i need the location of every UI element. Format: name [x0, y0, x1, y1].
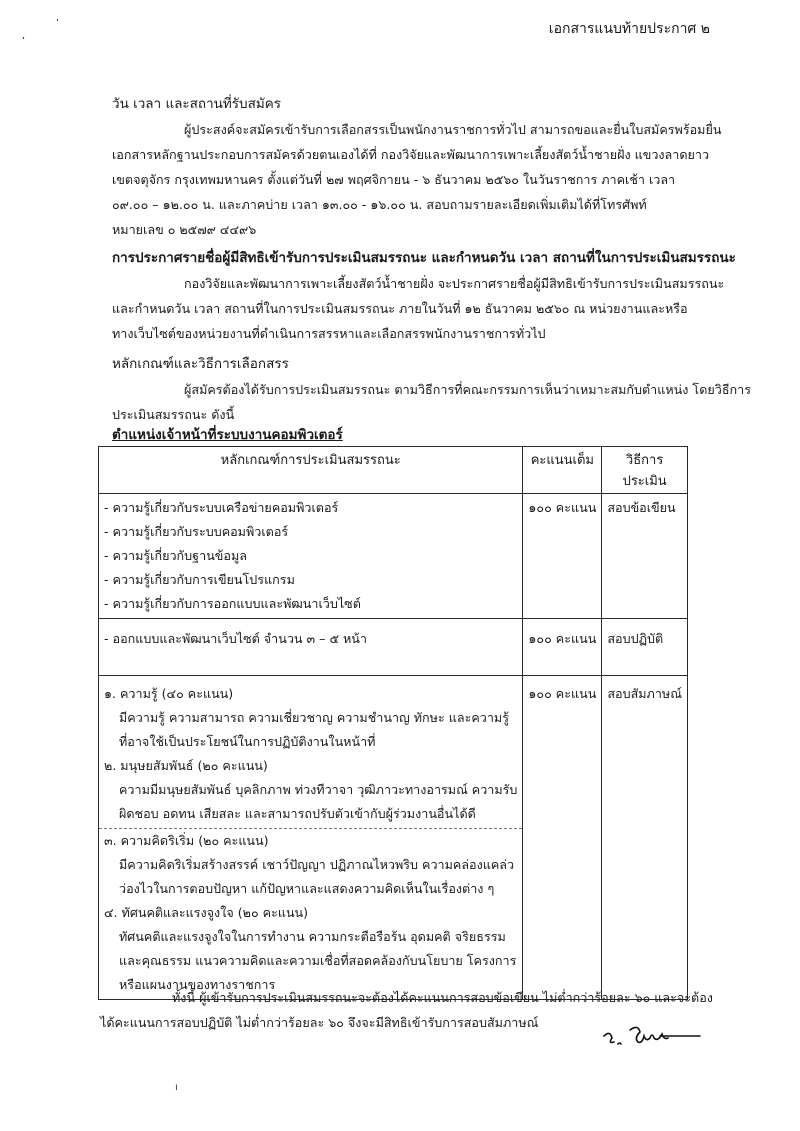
paragraph-line: กองวิจัยและพัฒนาการเพาะเลี้ยงสัตว์น้ำชายฝั่ง จะประกาศรายชื่อผู้มีสิทธิเข้ารับการประเมินสมรรถนะ — [184, 276, 725, 291]
paragraph-line: ประเมินสมรรถนะ ดังนี้ — [112, 407, 235, 422]
method-cell: สอบข้อเขียน — [602, 494, 688, 619]
announcement-section — [112, 246, 736, 346]
paragraph-line: ผู้สมัครต้องได้รับการประเมินสมรรถนะ ตามวิธีการที่คณะกรรมการเห็นว่าเหมาะสมกับตำแหน่ง โดยวิธีการ — [184, 382, 751, 397]
position-title: ตำแหน่งเจ้าหน้าที่ระบบงานคอมพิวเตอร์ — [112, 427, 343, 443]
method-cell: สอบปฏิบัติ — [602, 619, 688, 676]
group-detail: ว่องไวในการตอบปัญหา แก้ปัญหาและแสดงความคิดเห็นในเรื่องต่าง ๆ — [119, 881, 495, 896]
group-heading: ๔. ทัศนคติและแรงจูงใจ (๒๐ คะแนน) — [104, 905, 309, 920]
section-title: หลักเกณฑ์และวิธีการเลือกสรร — [112, 356, 289, 372]
section-title: วัน เวลา และสถานที่รับสมัคร — [112, 96, 282, 112]
criteria-item: - ออกแบบและพัฒนาเว็บไซต์ จำนวน ๓ – ๕ หน้า — [104, 631, 367, 646]
group-heading: ๒. มนุษยสัมพันธ์ (๒๐ คะแนน) — [104, 758, 268, 773]
group-detail: มีความรู้ ความสามารถ ความเชี่ยวชาญ ความชำนาญ ทักษะ และความรู้ — [119, 710, 509, 725]
score-cell: ๑๐๐ คะแนน — [523, 619, 602, 676]
paragraph-line: ๐๙.๐๐ – ๑๒.๐๐ น. และภาคบ่าย เวลา ๑๓.๐๐ - ๑๖.๐๐ น. สอบถามรายละเอียดเพิ่มเติมได้ที่โทรศัพท์ — [112, 197, 647, 212]
criteria-table — [98, 446, 688, 1000]
column-header: วิธีการประเมิน — [602, 447, 688, 494]
paragraph-line: ทางเว็บไซต์ของหน่วยงานที่ดำเนินการสรรหาและเลือกสรรพนักงานราชการทั่วไป — [112, 326, 546, 341]
table-header-row — [99, 447, 688, 494]
criteria-cell — [99, 619, 523, 676]
group-detail: ที่อาจใช้เป็นประโยชน์ในการปฏิบัติงานในหน้าที่ — [119, 734, 376, 749]
column-header: คะแนนเต็ม — [523, 447, 602, 494]
group-detail: มีความคิดริเริ่มสร้างสรรค์ เชาว์ปัญญา ปฏิภาณไหวพริบ ความคล่องแคล่ว — [119, 857, 515, 872]
criteria-item: - ความรู้เกี่ยวกับระบบคอมพิวเตอร์ — [104, 524, 289, 539]
group-detail: ทัศนคติและแรงจูงใจในการทำงาน ความกระตือรือร้น อุดมคติ จริยธรรม — [119, 929, 506, 944]
annex-label: เอกสารแนบท้ายประกาศ ๒ — [548, 21, 710, 37]
criteria-item: - ความรู้เกี่ยวกับการเขียนโปรแกรม — [104, 572, 295, 587]
paragraph-line: และกำหนดวัน เวลา สถานที่ในการประเมินสมรรถนะ ภายในวันที่ ๑๒ ธันวาคม ๒๕๖๐ ณ หน่วยงานและหรือ — [112, 301, 688, 316]
group-detail: หรือแผนงานของทางราชการ — [119, 977, 276, 992]
group-detail: และคุณธรรม แนวความคิดและความเชื่อที่สอดคล้องกับนโยบาย โครงการ — [119, 953, 517, 968]
score-cell: ๑๐๐ คะแนน — [523, 676, 602, 1000]
criteria-cell — [99, 494, 523, 619]
scan-mark: ʻ — [56, 18, 60, 29]
criteria-cell — [99, 676, 523, 1000]
table-row — [99, 494, 688, 619]
table-row — [99, 619, 688, 676]
scan-mark: ʻ — [22, 36, 26, 47]
section-title: การประกาศรายชื่อผู้มีสิทธิเข้ารับการประเมินสมรรถนะ และกำหนดวัน เวลา สถานที่ในการประเมินสมรรถนะ — [112, 250, 736, 266]
paragraph-line: ทั้งนี้ ผู้เข้ารับการประเมินสมรรถนะจะต้องได้คะแนนการสอบข้อเขียน ไม่ต่ำกว่าร้อยละ ๖๐ และจะต้อง — [172, 990, 713, 1005]
criteria-item: - ความรู้เกี่ยวกับฐานข้อมูล — [104, 548, 248, 563]
group-heading: ๓. ความคิดริเริ่ม (๒๐ คะแนน) — [104, 833, 269, 848]
column-header: หลักเกณฑ์การประเมินสมรรถนะ — [99, 447, 523, 494]
paragraph-line: ผู้ประสงค์จะสมัครเข้ารับการเลือกสรรเป็นพนักงานราชการทั่วไป สามารถขอและยื่นใบสมัครพร้อมยื่น — [184, 122, 722, 137]
scan-mark: ı — [175, 1082, 178, 1093]
paragraph-line: เขตจตุจักร กรุงเทพมหานคร ตั้งแต่วันที่ ๒๗ พฤศจิกายน - ๖ ธันวาคม ๒๕๖๐ ในวันราชการ ภาคเช้า เวลา — [112, 172, 676, 187]
group-heading: ๑. ความรู้ (๔๐ คะแนน) — [104, 686, 234, 701]
table-row — [99, 676, 688, 1000]
group-detail: ความมีมนุษยสัมพันธ์ บุคลิกภาพ ท่วงทีวาจา วุฒิภาวะทางอารมณ์ ความรับ — [119, 782, 518, 797]
score-cell: ๑๐๐ คะแนน — [523, 494, 602, 619]
criteria-section — [112, 352, 751, 427]
criteria-item: - ความรู้เกี่ยวกับระบบเครือข่ายคอมพิวเตอร์ — [104, 500, 339, 515]
application-section — [112, 92, 722, 242]
paragraph-line: เอกสารหลักฐานประกอบการสมัครด้วยตนเองได้ที่ กองวิจัยและพัฒนาการเพาะเลี้ยงสัตว์น้ำชายฝั่ง แขวงลาดยาว — [112, 147, 710, 162]
signature-icon — [600, 1022, 710, 1052]
paragraph-line: หมายเลข ๐ ๒๕๗๙ ๔๔๙๖ — [112, 222, 257, 237]
paragraph-line: ได้คะแนนการสอบปฏิบัติ ไม่ต่ำกว่าร้อยละ ๖๐ จึงจะมีสิทธิเข้ารับการสอบสัมภาษณ์ — [100, 1015, 539, 1030]
group-detail: ผิดชอบ อดทน เสียสละ และสามารถปรับตัวเข้ากับผู้ร่วมงานอื่นได้ดี — [119, 806, 476, 821]
criteria-item: - ความรู้เกี่ยวกับการออกแบบและพัฒนาเว็บไซต์ — [104, 596, 361, 611]
method-cell: สอบสัมภาษณ์ — [602, 676, 688, 1000]
